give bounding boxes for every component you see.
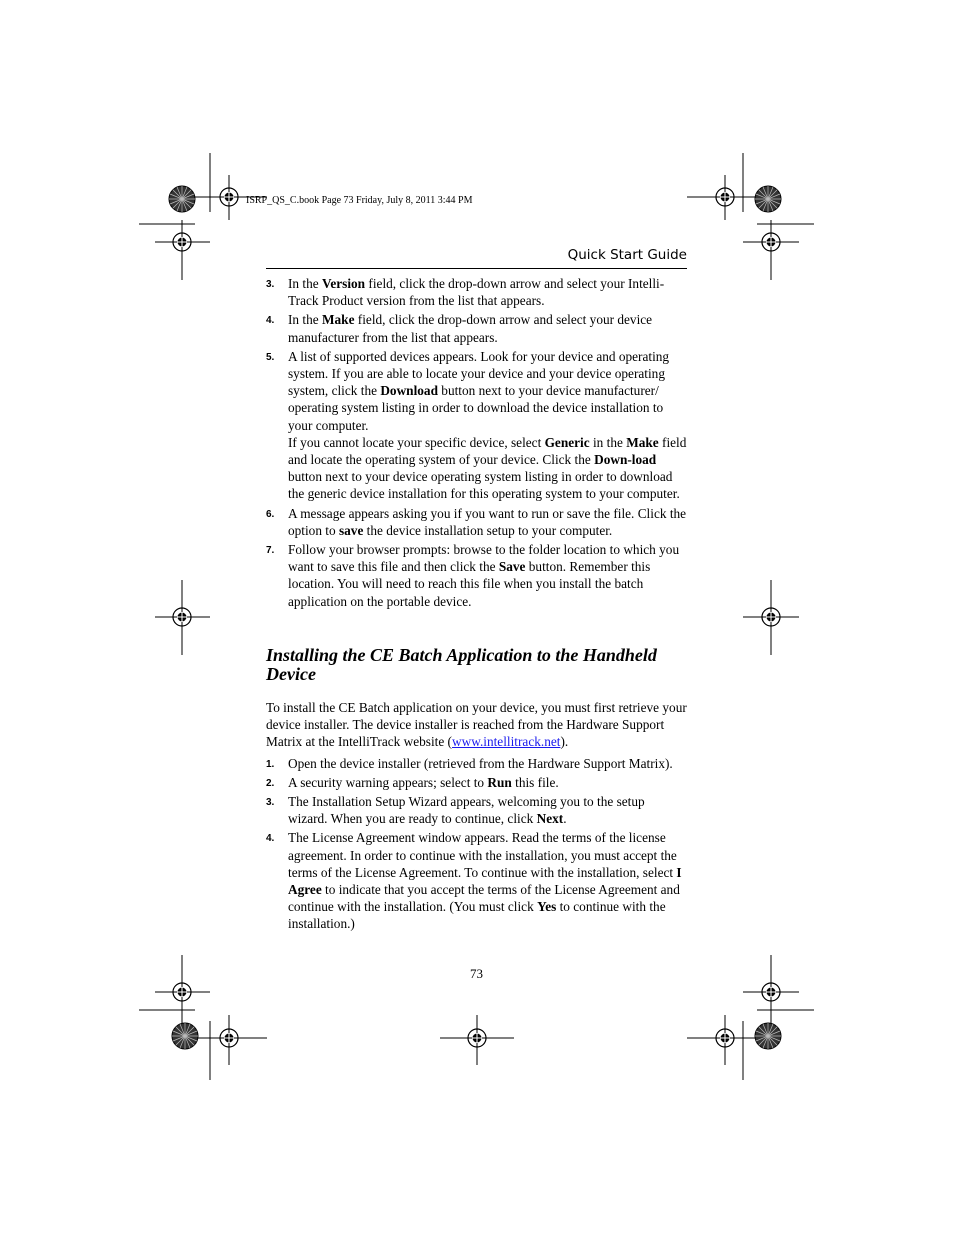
list-item: 6. A message appears asking you if you want to run or save the file. Click the option to save the device installation setup to your computer. — [266, 505, 687, 538]
list-item: 4. In the Make field, click the drop-down arrow and select your device manufacturer from the list that appears. — [266, 312, 653, 345]
list-item: 3. In the Version field, click the drop-down arrow and select your Intelli-Track Product version from the list that appears. — [266, 276, 665, 309]
intro-paragraph: To install the CE Batch application on your device, you must first retrieve your device installer. The device installer is reached from the Hardware Support Matrix at the IntelliTrack website (www.intellitrack.net). — [266, 700, 687, 750]
section-heading: Installing the CE Batch Application to the Handheld Device — [266, 645, 657, 684]
registration-mark-icon — [168, 603, 196, 631]
intellitrack-link[interactable]: www.intellitrack.net — [452, 734, 561, 750]
step-number: 2. — [266, 777, 275, 789]
steps-list-a — [266, 275, 687, 612]
step-number: 6. — [266, 508, 275, 520]
step-number: 3. — [266, 797, 275, 809]
registration-mark-icon — [463, 1024, 491, 1052]
step-number: 3. — [266, 279, 275, 290]
registration-mark-icon — [757, 603, 785, 631]
page-number: 73 — [470, 966, 483, 981]
star-target-icon — [755, 186, 781, 212]
list-item: 3. The Installation Setup Wizard appears, welcoming you to the setup wizard. When you are ready to continue, click Next. — [266, 794, 645, 827]
step-number: 5. — [266, 351, 275, 363]
list-item: 7. Follow your browser prompts: browse to the folder location to which you want to save this file and then click the Save button. Remember this location. You will need to reach this file when you install the batch application on the portable device. — [266, 542, 680, 609]
list-item: 4. The License Agreement window appears. Read the terms of the license agreement. In order to continue with the installation, you must accept the terms of the License Agreement. To continue with the installation, select I Agree to indicate that you accept the terms of the License Agreement and continue with the installation. (You must click Yes to continue with the installation.) — [266, 830, 682, 932]
header-rule — [266, 268, 687, 269]
registration-mark-icon — [168, 978, 196, 1006]
step-number: 7. — [266, 545, 275, 557]
step-number: 4. — [266, 833, 275, 845]
registration-mark-icon — [215, 1024, 243, 1052]
list-item: 2. A security warning appears; select to Run this file. — [266, 774, 687, 791]
star-target-icon — [169, 186, 195, 212]
registration-mark-icon — [757, 228, 785, 256]
star-target-icon — [172, 1023, 198, 1049]
running-head: Quick Start Guide — [567, 247, 687, 263]
step-number: 4. — [266, 315, 275, 327]
registration-mark-icon — [711, 1024, 739, 1052]
list-item: 1. Open the device installer (retrieved from the Hardware Support Matrix). — [266, 755, 687, 772]
step-number: 1. — [266, 758, 275, 770]
item-continuation: If you cannot locate your specific device, select Generic in the Make field and locate the operating system of your device. Click the Down-load button next to your device operating system listing in order to download the generic device installation for this operating system to your computer. — [288, 434, 687, 502]
print-slug: ISRP_QS_C.book Page 73 Friday, July 8, 2011 3:44 PM — [246, 195, 473, 206]
registration-mark-icon — [168, 228, 196, 256]
section-body — [266, 699, 687, 935]
star-target-icon — [755, 1023, 781, 1049]
registration-mark-icon — [757, 978, 785, 1006]
list-item: 5. A list of supported devices appears. Look for your device and operating system. If you are able to locate your device and your device operating system, click the Download button next to your device manufacturer/ operating system listing in order to download the device installation to your computer. If you cannot locate your specific device, select Generic in the Make field and locate the operating system of your device. Click the Down-load button next to your device operating system listing in order to download the generic device installation for this operating system to your computer. — [266, 348, 687, 502]
registration-mark-icon — [711, 183, 739, 211]
registration-mark-icon — [215, 183, 243, 211]
